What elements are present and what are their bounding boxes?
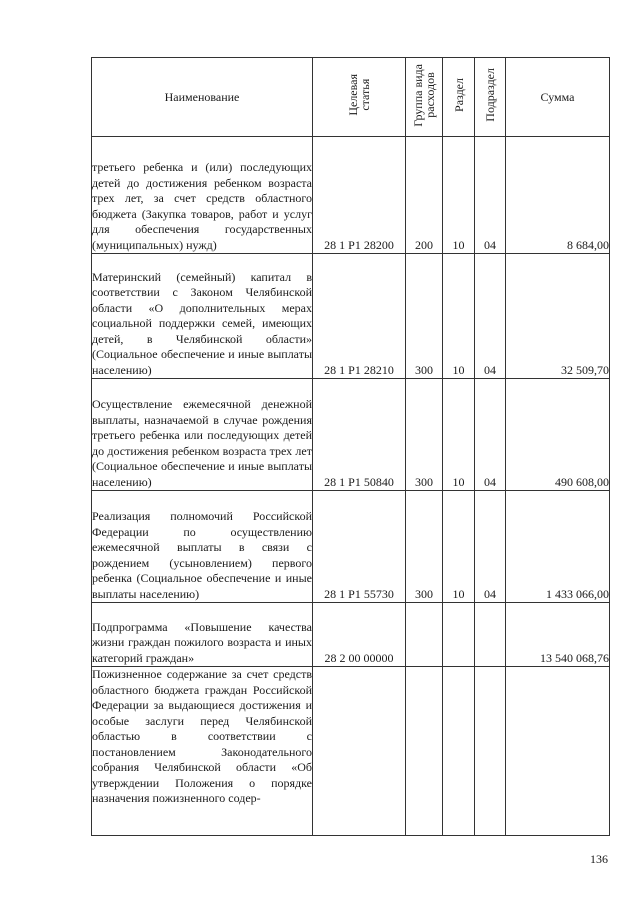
- row-subsection: 04: [475, 254, 506, 379]
- row-section: [443, 603, 475, 667]
- row-sum: [506, 667, 610, 836]
- header-section: Раздел: [443, 58, 475, 137]
- row-sum: 8 684,00: [506, 137, 610, 254]
- row-group: 300: [406, 254, 443, 379]
- row-target: 28 2 00 00000: [313, 603, 406, 667]
- row-name: третьего ребенка и (или) последующих детей до достижения ребенком возраста трех лет, за счет средств областного бюджета (Закупка товаров, работ и услуг для обеспечения государственных (муниципальных) нужд): [92, 137, 313, 254]
- row-group: 300: [406, 379, 443, 491]
- row-name: Осуществление ежемесячной денежной выплаты, назначаемой в случае рождения третьего ребенка или последующих детей до достижения ребенком возраста трех лет (Социальное обеспечение и иные выплаты населению): [92, 379, 313, 491]
- table-row: [92, 137, 610, 254]
- page-number: 136: [590, 852, 608, 866]
- table-row: [92, 254, 610, 379]
- row-group: [406, 667, 443, 836]
- row-target: [313, 667, 406, 836]
- row-target: 28 1 P1 55730: [313, 491, 406, 603]
- row-name-text: Пожизненное содержание за счет средств областного бюджета граждан Российской Федерации за выдающиеся достижения и особые заслуги перед Челябинской областью в соответствии с постановлением Законодательного собрания Челябинской области «Об утверждении Положения о порядке назначения пожизненного содер-: [92, 667, 312, 805]
- row-target: 28 1 P1 28200: [313, 137, 406, 254]
- row-target: 28 1 P1 50840: [313, 379, 406, 491]
- row-name: Подпрограмма «Повышение качества жизни граждан пожилого возраста и иных категорий граждан»: [92, 603, 313, 667]
- header-target: Целевая статья: [313, 58, 406, 137]
- row-section: 10: [443, 379, 475, 491]
- row-group: 300: [406, 491, 443, 603]
- table-row: [92, 379, 610, 491]
- row-name: [92, 667, 313, 836]
- header-group: Группа вида расходов: [406, 58, 443, 137]
- row-subsection: 04: [475, 379, 506, 491]
- row-target: 28 1 P1 28210: [313, 254, 406, 379]
- row-name: Реализация полномочий Российской Федерации по осуществлению ежемесячной выплаты в связи с рождением (усыновлением) первого ребенка (Социальное обеспечение и иные выплаты населению): [92, 491, 313, 603]
- table-row: [92, 491, 610, 603]
- header-name: Наименование: [92, 58, 313, 137]
- row-group: 200: [406, 137, 443, 254]
- header-row: [92, 58, 610, 137]
- row-sum: 13 540 068,76: [506, 603, 610, 667]
- row-sum: 490 608,00: [506, 379, 610, 491]
- row-subsection: [475, 667, 506, 836]
- row-subsection: [475, 603, 506, 667]
- row-subsection: 04: [475, 137, 506, 254]
- row-section: 10: [443, 491, 475, 603]
- budget-table: [91, 57, 610, 836]
- row-group: [406, 603, 443, 667]
- row-sum: 1 433 066,00: [506, 491, 610, 603]
- table-row: [92, 603, 610, 667]
- header-sum: Сумма: [506, 58, 610, 137]
- row-name: Материнский (семейный) капитал в соответствии с Законом Челябинской области «О дополнительных мерах социальной поддержки семей, имеющих детей, в Челябинской области» (Социальное обеспечение и иные выплаты населению): [92, 254, 313, 379]
- row-sum: 32 509,70: [506, 254, 610, 379]
- row-subsection: 04: [475, 491, 506, 603]
- header-subsection: Подраздел: [475, 58, 506, 137]
- row-section: [443, 667, 475, 836]
- row-section: 10: [443, 254, 475, 379]
- table-row: [92, 667, 610, 836]
- row-section: 10: [443, 137, 475, 254]
